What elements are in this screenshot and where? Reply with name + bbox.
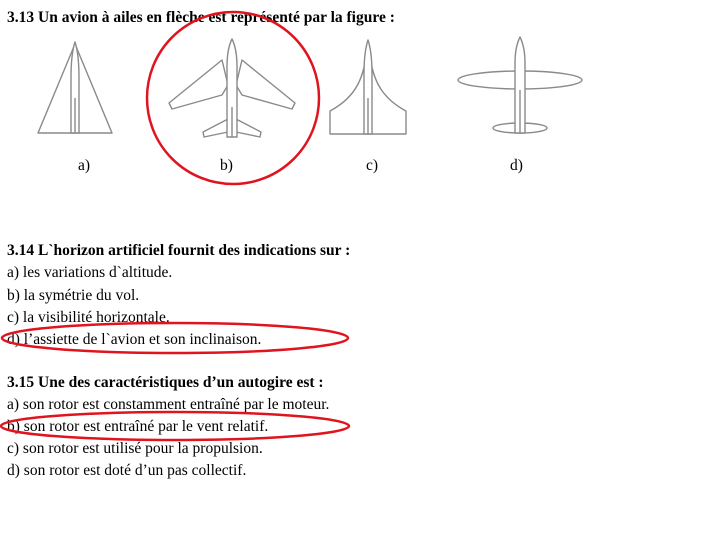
- swept-wing-aircraft-icon: [162, 37, 302, 142]
- question-3-14-option-b: b) la symétrie du vol.: [7, 287, 140, 304]
- question-3-15-option-a: a) son rotor est constamment entraîné par le moteur.: [7, 396, 330, 413]
- question-3-15-option-b: b) son rotor est entraîné par le vent relatif.: [7, 418, 269, 435]
- question-3-15-option-d: d) son rotor est doté d’un pas collectif.: [7, 462, 247, 479]
- question-3-14-title: 3.14 L`horizon artificiel fournit des indications sur :: [7, 242, 351, 259]
- question-3-15-title: 3.15 Une des caractéristiques d’un autogire est :: [7, 374, 324, 391]
- elliptical-wing-aircraft-icon: [455, 35, 585, 140]
- ogival-delta-aircraft-icon: [318, 36, 418, 138]
- figure-c-label: c): [366, 157, 379, 174]
- figure-d-label: d): [510, 157, 523, 174]
- figure-b-label: b): [220, 157, 233, 174]
- question-3-14-option-d: d) l’assiette de l`avion et son inclinaison.: [7, 331, 262, 348]
- question-3-15-option-c: c) son rotor est utilisé pour la propulsion.: [7, 440, 263, 457]
- figure-a-label: a): [78, 157, 91, 174]
- delta-wing-aircraft-icon: [30, 38, 120, 138]
- question-3-14-option-c: c) la visibilité horizontale.: [7, 309, 170, 326]
- question-3-13-title: 3.13 Un avion à ailes en flèche est représenté par la figure :: [7, 9, 395, 26]
- question-3-14-option-a: a) les variations d`altitude.: [7, 264, 173, 281]
